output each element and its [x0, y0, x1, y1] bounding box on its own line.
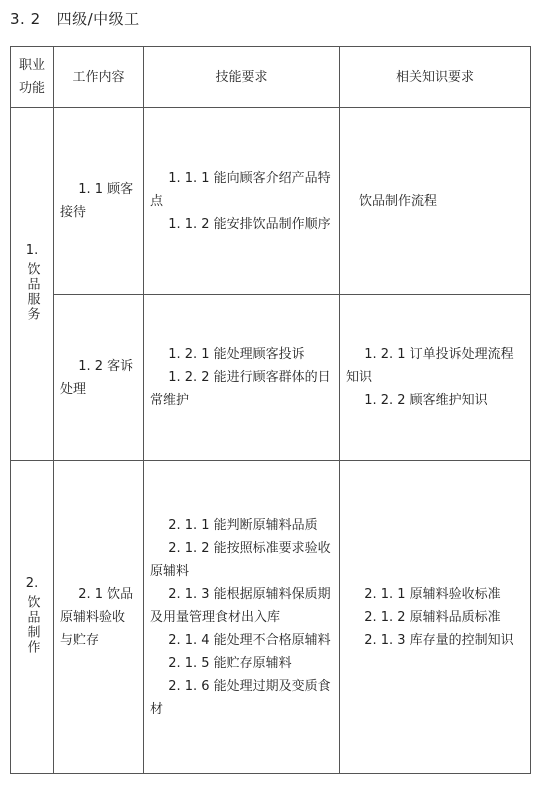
table-row: [11, 108, 531, 295]
work-content-cell: [54, 108, 144, 295]
function-cell: [11, 461, 54, 774]
knowledge-cell: [340, 295, 531, 461]
skill-item: 2. 1. 1 能判断原辅料品质: [168, 517, 318, 533]
skill-item: 1. 1. 1 能向顾客介绍产品特点: [150, 170, 331, 209]
skill-cell: [144, 108, 340, 295]
skill-item: 2. 1. 3 能根据原辅料保质期及用量管理食材出入库: [150, 586, 331, 625]
work-content-text: 1. 1 顾客接待: [60, 182, 134, 220]
work-content-cell: [54, 461, 144, 774]
section-title: 四级/中级工: [56, 10, 140, 28]
skill-item: 2. 1. 5 能贮存原辅料: [168, 655, 292, 671]
knowledge-item: 1. 2. 2 顾客维护知识: [364, 393, 488, 408]
skill-item: 2. 1. 2 能按照标准要求验收原辅料: [150, 540, 331, 579]
header-function: 职业功能: [11, 47, 54, 108]
work-content-text: 2. 1 饮品原辅料验收与贮存: [60, 586, 134, 648]
knowledge-item: 饮品制作流程: [359, 193, 438, 209]
table-row: [11, 295, 531, 461]
section-heading: [10, 6, 140, 32]
table-header-row: [11, 47, 531, 108]
function-cell: [11, 108, 54, 461]
knowledge-cell: [340, 461, 531, 774]
work-content-text: 1. 2 客诉处理: [60, 358, 134, 397]
header-skills: 技能要求: [144, 47, 340, 108]
knowledge-item: 2. 1. 2 原辅料品质标准: [364, 609, 501, 625]
knowledge-item: 2. 1. 1 原辅料验收标准: [364, 586, 501, 602]
knowledge-item: 1. 2. 1 订单投诉处理流程知识: [346, 347, 514, 385]
knowledge-cell: [340, 108, 531, 295]
skill-cell: [144, 295, 340, 461]
knowledge-item: 2. 1. 3 库存量的控制知识: [364, 632, 514, 648]
header-knowledge: 相关知识要求: [340, 47, 531, 108]
skill-item: 1. 1. 2 能安排饮品制作顺序: [168, 216, 331, 232]
section-number: 3. 2: [10, 10, 41, 28]
function-name: 饮品服务: [24, 261, 40, 322]
table-row: [11, 461, 531, 774]
skill-cell: [144, 461, 340, 774]
function-number: 1.: [25, 242, 39, 258]
requirements-table: [10, 46, 531, 774]
skill-item: 2. 1. 4 能处理不合格原辅料: [168, 632, 331, 648]
function-name: 饮品制作: [24, 594, 40, 655]
function-number: 2.: [25, 575, 39, 591]
header-content: 工作内容: [54, 47, 144, 108]
skill-item: 2. 1. 6 能处理过期及变质食材: [150, 678, 331, 717]
work-content-cell: [54, 295, 144, 461]
skill-item: 1. 2. 2 能进行顾客群体的日常维护: [150, 370, 331, 408]
skill-item: 1. 2. 1 能处理顾客投诉: [168, 347, 305, 362]
